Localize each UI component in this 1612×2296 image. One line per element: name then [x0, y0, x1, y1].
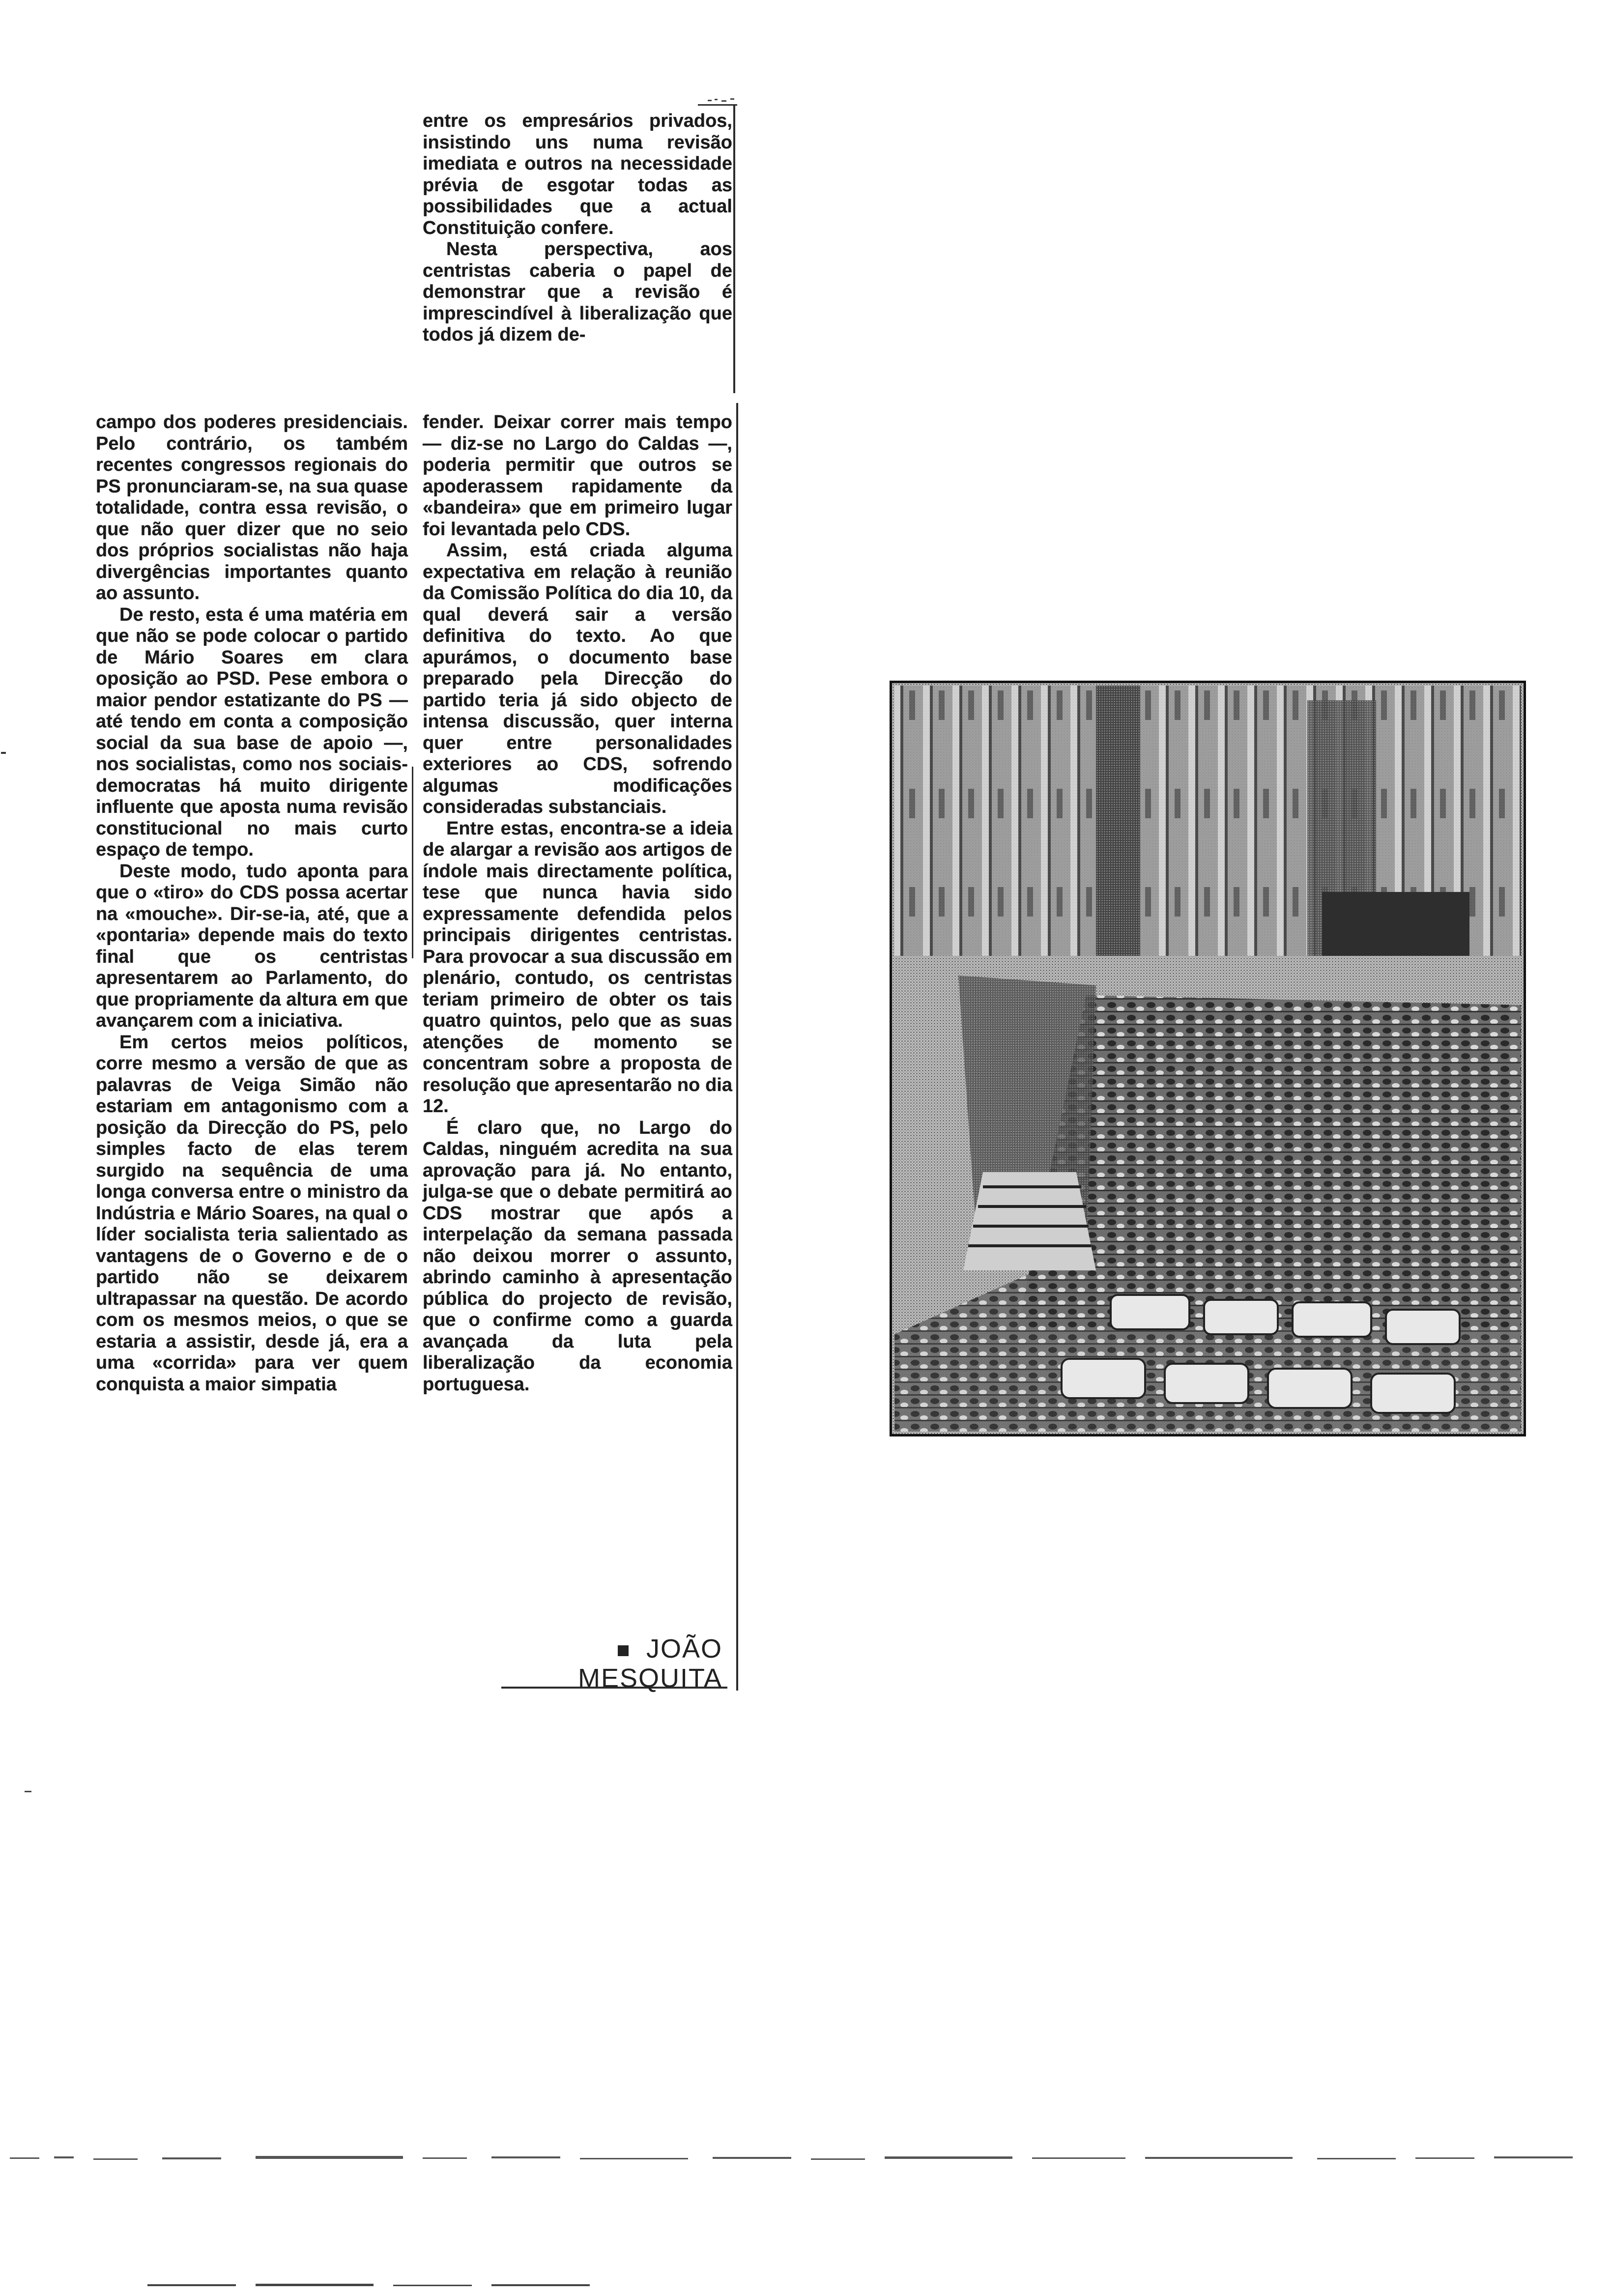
paragraph: entre os empresários privados, insistindo uns numa revisão imediata e outros na necessidade prévia de esgotar todas as possibilidades que a actual Constituição confere. [423, 111, 732, 238]
column-rule-left [412, 767, 413, 958]
parliament-chamber-photo [890, 681, 1526, 1436]
scan-noise-mark [25, 1789, 34, 1794]
column-rule-right-top [733, 106, 735, 393]
paragraph: Nesta perspectiva, aos centristas caberia o papel de demonstrar que a revisão é imprescindível à liberalização que todos já dizem de- [423, 239, 732, 345]
paragraph: fender. Deixar correr mais tempo — diz-se no Largo do Caldas —, poderia permitir que outros se apoderassem rapidamente da «bandeira» que em primeiro lugar foi levantada pelo CDS. [423, 412, 732, 540]
paragraph: De resto, esta é uma matéria em que não se pode colocar o partido de Mário Soares em clara oposição ao PSD. Pese embora o maior pendor estatizante do PS — até tendo em conta a composição social da sua base de apoio —, nos socialistas, como nos sociais-democratas há muito dirigente influente que aposta numa revisão constitucional no mais curto espaço de tempo. [96, 604, 408, 860]
article-column-top-right [423, 111, 732, 346]
scan-noise-left-margin [0, 737, 10, 776]
paragraph: Assim, está criada alguma expectativa em relação à reunião da Comissão Política do dia 10, da qual deverá sair a versão definitiva do texto. Ao que apurámos, o documento base preparado pela Direcção do partido teria já sido objecto de intensa discussão, quer interna quer entre personalidades exteriores ao CDS, sofrendo algumas modificações consideradas substanciais. [423, 540, 732, 817]
column-rule-right [736, 403, 738, 1691]
author-name: JOÃO MESQUITA [577, 1634, 722, 1693]
bullet-square-icon [618, 1645, 629, 1656]
paragraph: Entre estas, encontra-se a ideia de alargar a revisão aos artigos de índole mais directamente política, tese que nunca havia sido expressamente defendida pelos principais dirigentes centristas. Para provocar a sua discussão em plenário, contudo, os centristas teriam primeiro de obter os tais quatro quintos, pelo que as suas atenções de momento se concentram sobre a proposta de resolução que apresentarão no dia 12. [423, 818, 732, 1117]
paragraph: Em certos meios políticos, corre mesmo a versão de que as palavras de Veiga Simão não estariam em antagonismo com a posição da Direcção do PS, pelo simples facto de elas terem surgido na sequência de uma longa conversa entre o ministro da Indústria e Mário Soares, na qual o líder socialista teria salientado as vantagens de o Governo e de o partido não se deixarem ultrapassar na questão. De acordo com os mesmos meios, o que se estaria a assistir, desde já, era a uma «corrida» para ver quem conquista a maior simpatia [96, 1032, 408, 1395]
scan-noise-bottom [0, 2143, 1612, 2172]
scan-noise-footer [147, 2280, 639, 2290]
scan-noise-top [708, 96, 737, 106]
paragraph: É claro que, no Largo do Caldas, ninguém acredita na sua aprovação para já. No entanto, julga-se que o debate permitirá ao CDS mostrar que após a interpelação da semana passada não deixou morrer o assunto, abrindo caminho à apresentação pública do projecto de revisão, que o confirme como a guarda avançada da luta pela liberalização da economia portuguesa. [423, 1117, 732, 1395]
byline [491, 1634, 722, 1693]
paragraph: campo dos poderes presidenciais. Pelo contrário, os também recentes congressos regionais do PS pronunciaram-se, na sua quase totalidade, contra essa revisão, o que não quer dizer que no seio dos próprios socialistas não haja divergências importantes quanto ao assunto. [96, 412, 408, 603]
paragraph: Deste modo, tudo aponta para que o «tiro» do CDS possa acertar na «mouche». Dir-se-ia, até, que a «pontaria» depende mais do texto final que os centristas apresentarem ao Parlamento, do que propriamente da altura em que avançarem com a iniciativa. [96, 861, 408, 1031]
article-column-left [96, 412, 408, 1395]
article-column-right [423, 412, 732, 1395]
